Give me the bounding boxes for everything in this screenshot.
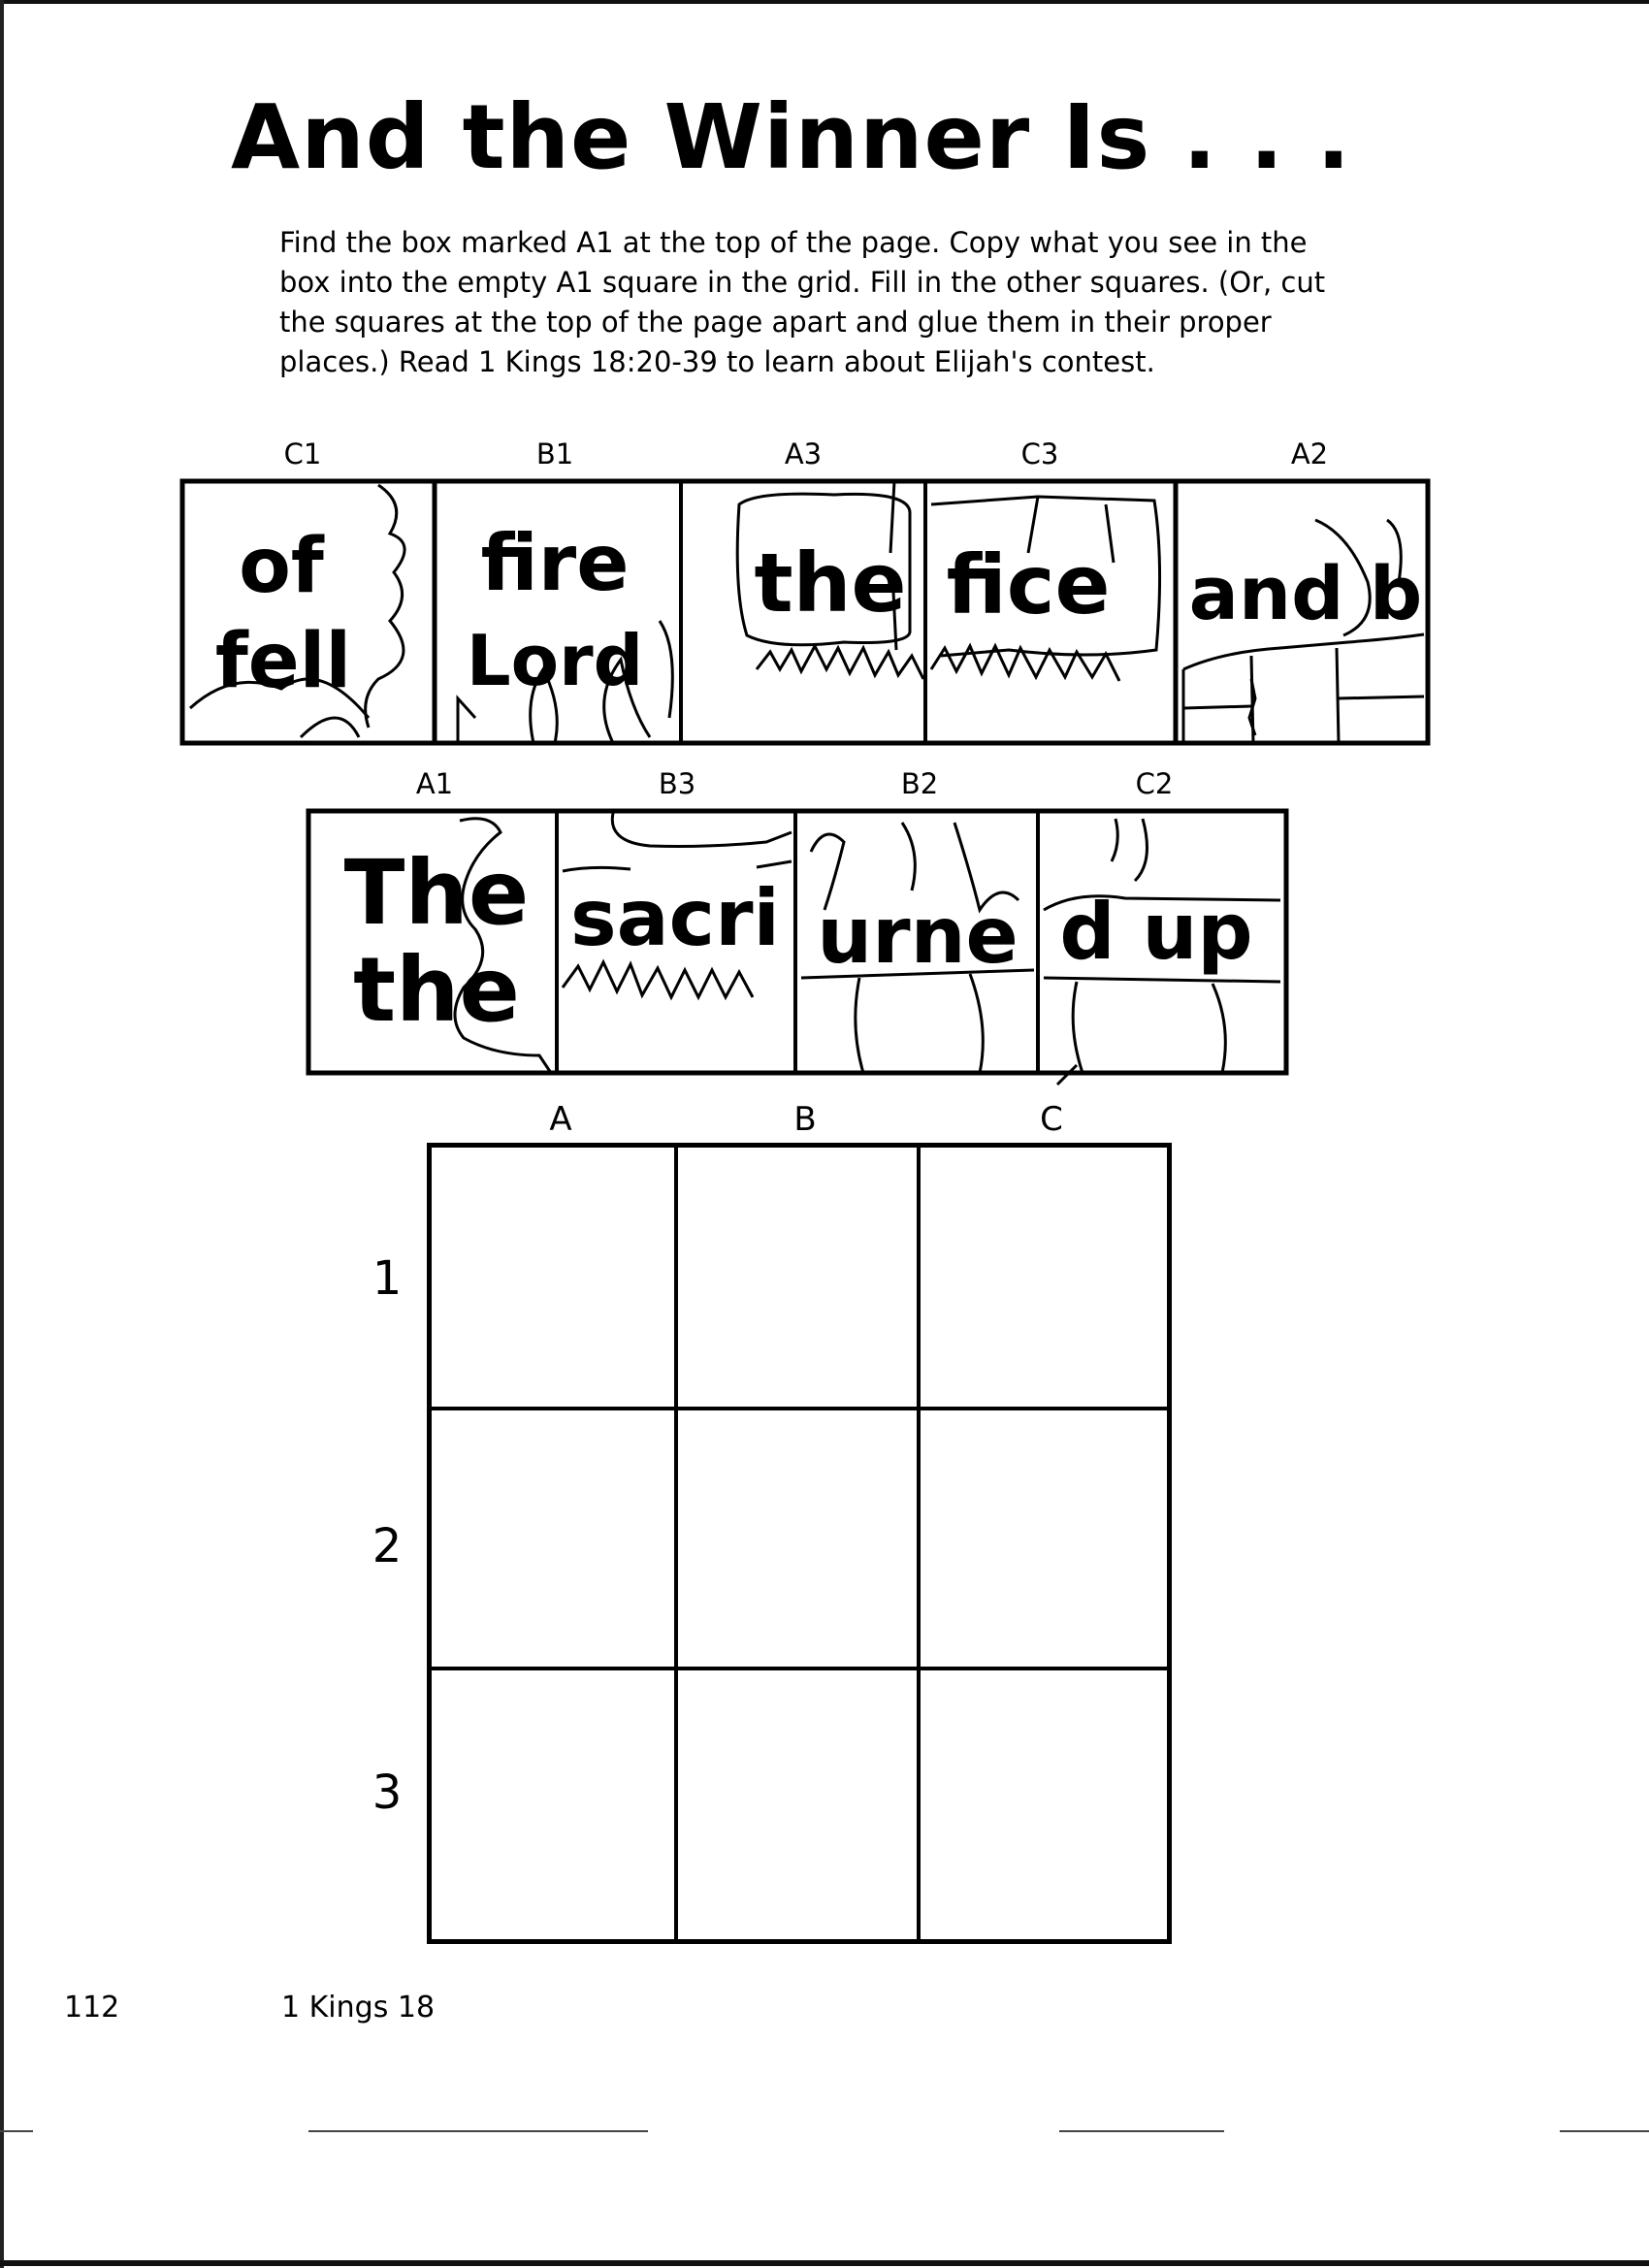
scripture-reference: 1 Kings 18 — [281, 1991, 436, 2025]
grid-column-label-a: A — [549, 1100, 572, 1139]
piece-a1-line-1: The — [343, 841, 530, 945]
piece-label-b2: B2 — [900, 767, 939, 800]
piece-label-b1: B1 — [535, 437, 574, 470]
piece-label-b3: B3 — [658, 767, 696, 800]
piece-label-a3: A3 — [784, 437, 823, 470]
piece-b1-line-2: Lord — [466, 620, 644, 701]
bottom-rule-2 — [1059, 2130, 1224, 2132]
grid-square-b1[interactable] — [678, 1148, 921, 1410]
grid-square-c1[interactable] — [921, 1148, 1167, 1410]
page-edge-top — [0, 0, 1649, 4]
piece-label-c2: C2 — [1135, 767, 1174, 800]
page-edge-bottom — [0, 2260, 1649, 2266]
bottom-rule-1 — [308, 2130, 648, 2132]
piece-a2-line-1: and b — [1188, 550, 1423, 636]
grid-column-label-b: B — [793, 1100, 817, 1139]
grid-square-a3[interactable] — [432, 1670, 678, 1939]
grid-row-label-1: 1 — [372, 1251, 403, 1306]
piece-label-c3: C3 — [1020, 437, 1059, 470]
instructions-paragraph: Find the box marked A1 at the top of the page. Copy what you see in the box into the empty A1 square in the grid. Fill in the other squares. (Or, cut the squares at the top of the page apart and glue them in their proper places.) Read 1 Kings 18:20-39 to learn about Elijah's contest. — [279, 226, 1326, 378]
piece-b3-line-1: sacri — [570, 873, 780, 963]
piece-label-c1: C1 — [283, 437, 322, 470]
grid-square-c3[interactable] — [921, 1670, 1167, 1939]
page-number: 112 — [64, 1991, 120, 2025]
piece-c2-line-1: d up — [1059, 887, 1253, 977]
piece-c1-line-1: of — [239, 523, 324, 610]
top-piece-strip — [175, 427, 1436, 757]
answer-grid — [427, 1143, 1172, 1944]
grid-row-label-2: 2 — [372, 1519, 403, 1573]
grid-row-label-3: 3 — [372, 1766, 403, 1820]
piece-label-a1: A1 — [415, 767, 454, 800]
piece-label-a2: A2 — [1290, 437, 1329, 470]
grid-square-b3[interactable] — [678, 1670, 921, 1939]
second-piece-strip — [301, 764, 1300, 1085]
grid-square-c2[interactable] — [921, 1410, 1167, 1670]
piece-b2-line-1: urne — [817, 891, 1018, 981]
page-title: And the Winner Is . . . — [231, 85, 1352, 189]
grid-square-a2[interactable] — [432, 1410, 678, 1670]
bottom-rule-4 — [0, 2130, 33, 2132]
piece-a1-line-2: the — [353, 938, 520, 1042]
piece-c3-line-1: fice — [946, 537, 1111, 632]
grid-square-a1[interactable] — [432, 1148, 678, 1410]
piece-c1-line-2: fell — [214, 618, 352, 705]
grid-column-label-c: C — [1040, 1100, 1063, 1139]
bottom-rule-3 — [1560, 2130, 1649, 2132]
piece-b1-line-1: fire — [480, 518, 630, 608]
piece-a3-line-1: the — [754, 535, 907, 631]
grid-square-b2[interactable] — [678, 1410, 921, 1670]
page-edge-left — [0, 0, 4, 2268]
